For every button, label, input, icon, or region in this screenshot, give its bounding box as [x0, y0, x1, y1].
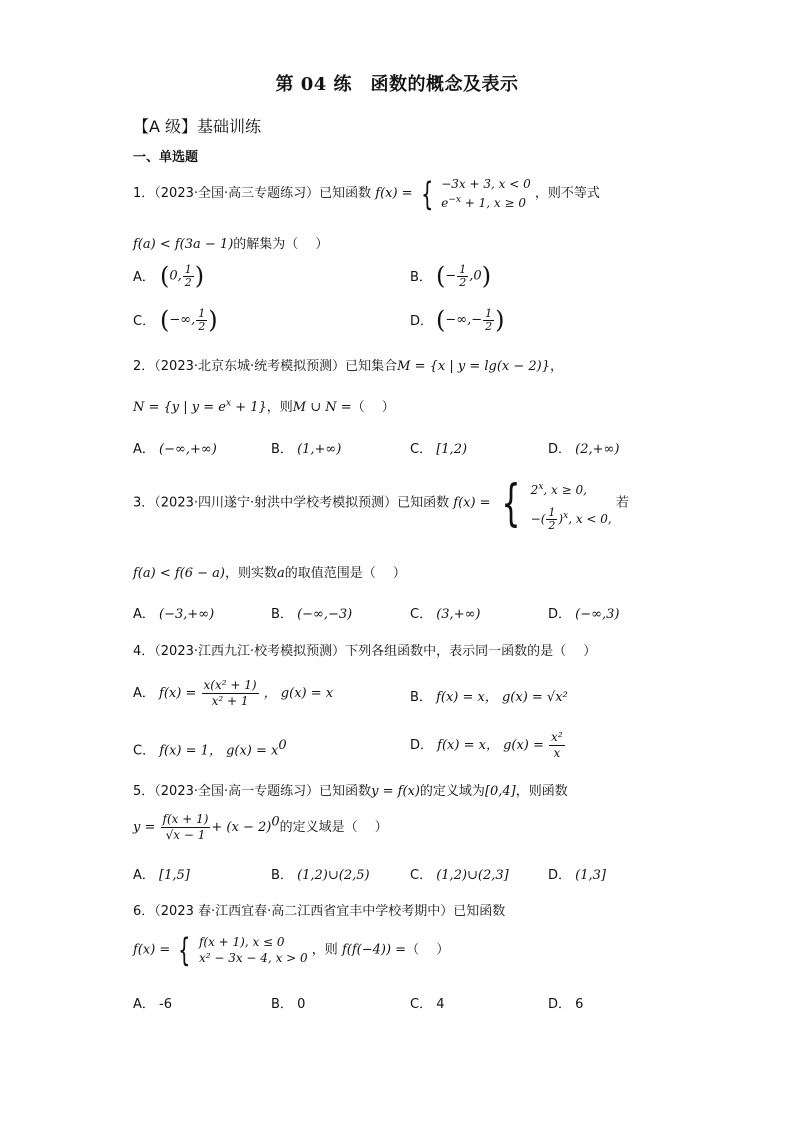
q2-option-a[interactable]: [133, 438, 217, 457]
question-5-ask: 的定义域是（ ）: [279, 820, 388, 835]
option-label: D．: [410, 738, 434, 753]
q6-option-a[interactable]: [133, 993, 172, 1012]
question-5-text3: ，则函数: [515, 784, 568, 799]
question-2-then: ，则: [266, 400, 293, 415]
option-value: (1,2)∪(2,3]: [436, 868, 509, 883]
q1-a-value: (0, $\frac{1}{2}$ ): [160, 262, 205, 290]
variable-a: a: [277, 566, 285, 581]
option-label: A．: [133, 997, 155, 1012]
option-value: 0: [297, 997, 306, 1012]
option-value: [1,2): [436, 442, 468, 457]
case-2: [441, 192, 531, 211]
question-6-line2: [133, 931, 450, 969]
set-n-b: + 1}: [231, 400, 267, 415]
option-g: ， g(x) = x: [208, 743, 279, 759]
brace: {: [420, 174, 434, 213]
page-title: 第 04 练 函数的概念及表示: [275, 74, 519, 95]
q1-option-a[interactable]: [133, 266, 155, 285]
frac-num: x(x² + 1): [203, 678, 257, 692]
frac-den: x² + 1: [211, 694, 249, 708]
case-2-exp: −x: [448, 195, 461, 205]
q4-option-b[interactable]: [410, 686, 568, 705]
option-label: C．: [410, 442, 433, 457]
case-2-close: ): [558, 512, 564, 526]
question-2-text: 2．（2023·北京东城·统考模拟预测）已知集合: [133, 359, 398, 374]
option-label: B．: [271, 607, 293, 622]
option-label: A．: [133, 868, 155, 883]
option-label: B．: [410, 690, 432, 705]
q1-d-value: (−∞,− $\frac{1}{2}$ ): [436, 306, 505, 334]
piecewise-cases: [441, 176, 531, 211]
piecewise-cases: [199, 934, 308, 966]
option-value: (−∞,+∞): [159, 442, 217, 457]
brace: {: [501, 474, 521, 532]
function-f: f(x) =: [375, 186, 413, 201]
option-value: (2,+∞): [575, 442, 620, 457]
option-label: D．: [548, 607, 572, 622]
option-f: f(x) =: [159, 686, 197, 701]
level-heading: 【A 级】基础训练: [133, 117, 262, 136]
frac-den: 2: [459, 275, 467, 289]
exp: 0: [271, 814, 280, 830]
fraction: [202, 678, 259, 709]
q5-option-d[interactable]: [548, 864, 606, 883]
q5-option-c[interactable]: [410, 864, 509, 883]
question-4-stem: 4．（2023·江西九江·校考模拟预测）下列各组函数中，表示同一函数的是（ ）: [133, 644, 597, 659]
plus-term: + (x − 2): [211, 820, 272, 835]
question-3-text2: ，则实数: [225, 566, 278, 581]
set-m: M = {x | y = lg(x − 2)}: [397, 359, 550, 374]
q1-option-d[interactable]: [410, 310, 433, 329]
case-2-pre: −(: [530, 512, 546, 526]
q1-b-value: (− $\frac{1}{2}$ ,0): [436, 262, 492, 290]
frac-num: 1: [198, 306, 206, 320]
question-5-text: 5．（2023·全国·高一专题练习）已知函数: [133, 784, 372, 799]
q6-option-c[interactable]: [410, 993, 445, 1012]
set-n-exp: x: [226, 398, 232, 409]
function-f: f(x) =: [453, 495, 491, 511]
option-value: (3,+∞): [436, 607, 481, 622]
q5-option-b[interactable]: [271, 864, 370, 883]
option-label: A．: [133, 442, 155, 457]
case-2-base: e: [441, 196, 449, 210]
question-1-ask: 的解集为（ ）: [233, 237, 329, 252]
q5-option-a[interactable]: [133, 864, 190, 883]
comma: ，: [550, 359, 564, 374]
frac-den: 2: [184, 275, 192, 289]
option-g: ， g(x) = x: [263, 686, 334, 701]
option-label: C．: [133, 314, 156, 329]
section-heading: 一、单选题: [133, 150, 199, 165]
fraction: [161, 812, 211, 843]
function-y: y = f(x): [371, 784, 420, 799]
case-2-cond: , x < 0,: [568, 512, 612, 526]
frac-den: 2: [485, 319, 493, 333]
question-2-stem: [133, 355, 563, 374]
frac-den: x: [553, 746, 561, 760]
question-6-then: ，则: [311, 942, 338, 958]
option-value: (1,3]: [575, 868, 606, 883]
function-f: f(x) =: [133, 942, 171, 958]
option-label: A．: [133, 686, 155, 701]
q1-c-value: (−∞, $\frac{1}{2}$ ): [160, 306, 218, 334]
option-value: (−∞,−3): [297, 607, 353, 622]
frac-den: √x − 1: [165, 828, 206, 842]
question-6-ask: （ ）: [406, 942, 450, 958]
option-g: ， g(x) =: [485, 738, 544, 753]
question-5-text2: 的定义域为: [419, 784, 485, 799]
q2-option-c[interactable]: [410, 438, 467, 457]
case-2: [531, 503, 612, 532]
q1-option-c[interactable]: [133, 310, 155, 329]
option-value: (1,2)∪(2,5): [297, 868, 370, 883]
frac-num: 1: [548, 506, 556, 519]
case-1: −3x + 3, x < 0: [441, 177, 531, 191]
frac-num: 1: [459, 262, 467, 276]
case-2-rest: + 1, x ≥ 0: [460, 196, 526, 210]
option-value: 4: [436, 997, 445, 1012]
option-label: C．: [133, 743, 156, 759]
union-expr: M ∪ N =: [292, 400, 352, 415]
frac-num: f(x + 1): [162, 812, 209, 826]
q1-option-b[interactable]: [410, 266, 432, 285]
option-label: B．: [271, 442, 293, 457]
frac-num: 1: [184, 262, 192, 276]
y-eq: y =: [133, 820, 156, 835]
frac-den: 2: [198, 319, 206, 333]
q3-option-b[interactable]: [271, 603, 352, 622]
question-3-if: 若: [615, 495, 629, 511]
inequality: f(a) < f(6 − a): [133, 566, 225, 581]
q2-option-d[interactable]: [548, 438, 619, 457]
option-value: 6: [575, 997, 584, 1012]
case-2-exp: x: [563, 511, 569, 521]
option-f: f(x) = x: [437, 738, 486, 753]
q4-option-a[interactable]: [133, 678, 333, 709]
question-5-line2: [133, 812, 388, 843]
option-label: D．: [410, 314, 434, 329]
option-label: C．: [410, 607, 433, 622]
option-value: (−3,+∞): [159, 607, 215, 622]
set-n: [133, 400, 267, 415]
case-1-base: 2: [530, 483, 539, 497]
question-1-text: 1．（2023·全国·高三专题练习）已知函数: [133, 186, 372, 201]
q6-option-d[interactable]: [548, 993, 583, 1012]
q6-option-b[interactable]: [271, 993, 305, 1012]
option-f: f(x) = 1: [159, 743, 209, 759]
q4-option-c[interactable]: [133, 738, 287, 758]
frac-num: x²: [551, 730, 563, 744]
question-2-ask: （ ）: [351, 400, 395, 415]
question-2-line2: [133, 396, 395, 415]
option-label: C．: [410, 868, 433, 883]
q4-option-d[interactable]: [410, 730, 566, 761]
option-label: B．: [271, 997, 293, 1012]
question-3-text: 3．（2023·四川遂宁·射洪中学校考模拟预测）已知函数: [133, 495, 450, 511]
frac-num: 1: [485, 306, 493, 320]
domain: [0,4]: [484, 784, 516, 799]
option-value: (−∞,3): [575, 607, 620, 622]
option-label: B．: [410, 270, 432, 285]
q3-option-d[interactable]: [548, 603, 619, 622]
question-3-line2: [133, 562, 406, 581]
option-value: (1,+∞): [297, 442, 342, 457]
question-1-text-end: ，则不等式: [534, 186, 600, 201]
case-1-exp: x: [538, 482, 544, 492]
option-value: -6: [159, 997, 173, 1012]
question-1-line2: [133, 233, 328, 252]
option-label: D．: [548, 442, 572, 457]
composite-expr: f(f(−4)) =: [341, 942, 407, 958]
brace: {: [178, 931, 191, 969]
q3-option-c[interactable]: [410, 603, 481, 622]
case-2: x² − 3x − 4, x > 0: [198, 951, 308, 965]
question-3-stem: [133, 474, 629, 532]
case-1: f(x + 1), x ≤ 0: [198, 935, 285, 949]
set-n-a: N = {y | y = e: [133, 400, 226, 415]
option-exp: 0: [278, 738, 287, 753]
q2-option-b[interactable]: [271, 438, 341, 457]
piecewise-cases: [531, 474, 612, 532]
case-1: [531, 474, 612, 503]
question-3-ask: 的取值范围是（ ）: [284, 566, 406, 581]
option-label: B．: [271, 868, 293, 883]
option-label: C．: [410, 997, 433, 1012]
fraction: [549, 730, 565, 761]
option-label: D．: [548, 868, 572, 883]
frac-den: 2: [548, 519, 556, 532]
option-label: D．: [548, 997, 572, 1012]
question-1-stem: [133, 176, 600, 211]
inequality: f(a) < f(3a − 1): [133, 237, 234, 252]
option-f: f(x) = x: [436, 690, 485, 705]
option-value: [1,5]: [159, 868, 190, 883]
option-label: A．: [133, 607, 155, 622]
option-g: ， g(x) = √x²: [484, 690, 568, 705]
q3-option-a[interactable]: [133, 603, 214, 622]
option-label: A．: [133, 270, 155, 285]
case-1-cond: , x ≥ 0,: [543, 483, 587, 497]
question-5-stem: [133, 780, 568, 799]
question-6-stem: 6．（2023 春·江西宜春·高二江西省宜丰中学校考期中）已知函数: [133, 904, 506, 919]
